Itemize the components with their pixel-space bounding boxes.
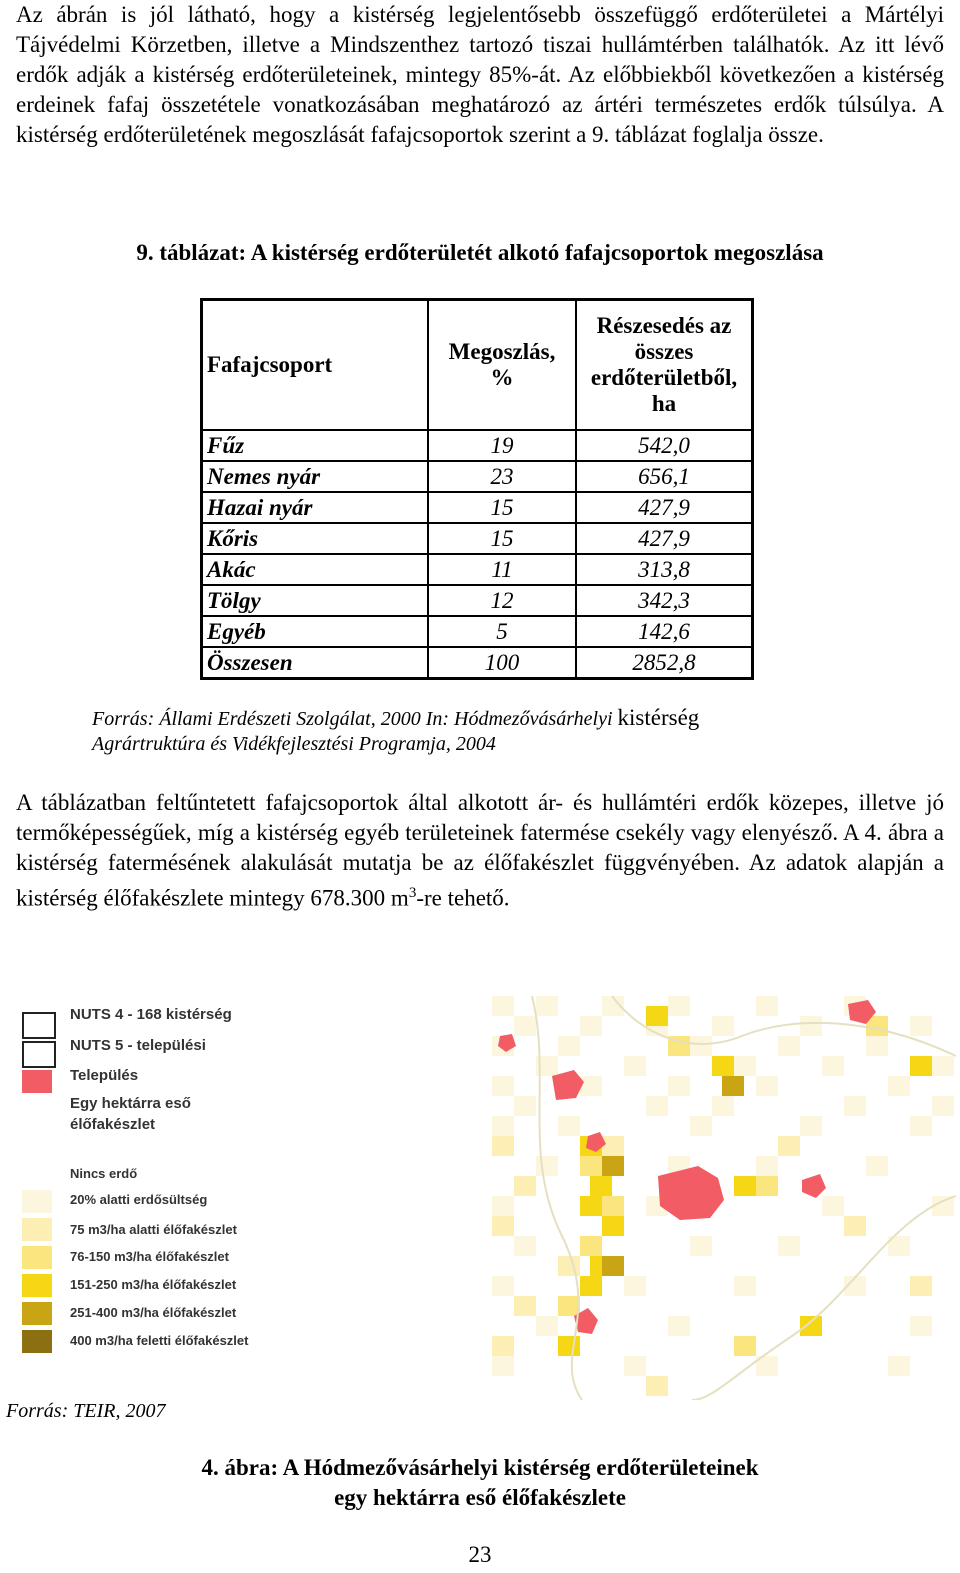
table-row (202, 585, 753, 616)
cell-hectares: 656,1 (576, 461, 753, 492)
header-percent-line1: Megoszlás, (448, 339, 556, 364)
header-percent-line2: % (490, 365, 514, 390)
figure-caption-line2: egy hektárra eső élőfakészlete (334, 1485, 626, 1510)
legend-scale-label-1: 20% alatti erdősültség (70, 1192, 208, 1207)
legend-subtitle-line2: élőfakészlet (70, 1116, 156, 1133)
legend-scale-label-3: 76-150 m3/ha élőfakészlet (70, 1249, 229, 1264)
cell-group: Fűz (202, 430, 429, 461)
cell-hectares: 313,8 (576, 554, 753, 585)
superscript-3: 3 (408, 885, 417, 901)
legend-scale-label-4: 151-250 m3/ha élőfakészlet (70, 1277, 237, 1292)
cell-group: Kőris (202, 523, 429, 554)
forest-stock-map (492, 996, 956, 1400)
cell-hectares: 342,3 (576, 585, 753, 616)
cell-percent: 11 (428, 554, 576, 585)
cell-hectares: 427,9 (576, 523, 753, 554)
legend-swatch-scale-4 (22, 1274, 52, 1297)
cell-hectares: 542,0 (576, 430, 753, 461)
second-paragraph-end: -re tehető. (416, 885, 510, 911)
legend-swatch-nuts5 (22, 1041, 56, 1068)
header-hectares-line1: Részesedés az (596, 313, 732, 338)
legend-scale-label-6: 400 m3/ha feletti élőfakészlet (70, 1333, 249, 1348)
cell-percent: 19 (428, 430, 576, 461)
cell-hectares: 427,9 (576, 492, 753, 523)
header-group: Fafajcsoport (202, 300, 429, 431)
legend-subtitle-line1: Egy hektárra eső (70, 1095, 191, 1112)
legend-swatch-scale-6 (22, 1330, 52, 1353)
legend-swatch-settlement (22, 1070, 52, 1093)
cell-percent: 23 (428, 461, 576, 492)
header-hectares-line3: erdőterületből, (590, 365, 738, 390)
legend-scale-label-0: Nincs erdő (70, 1166, 138, 1181)
cell-group: Hazai nyár (202, 492, 429, 523)
legend-label-settlement: Település (70, 1067, 139, 1084)
page-number: 23 (468, 1542, 492, 1567)
second-paragraph (16, 788, 944, 914)
table-row (202, 523, 753, 554)
table-header-row (202, 300, 753, 431)
cell-group: Tölgy (202, 585, 429, 616)
table-row (202, 430, 753, 461)
table-row (202, 616, 753, 647)
legend-swatch-scale-3 (22, 1246, 52, 1269)
legend-swatch-scale-2 (22, 1218, 52, 1241)
table-source-plain: kistérség (617, 705, 700, 730)
legend-swatch-scale-1 (22, 1190, 52, 1213)
header-percent (428, 300, 576, 431)
legend-label-nuts5: NUTS 5 - települési (70, 1037, 206, 1054)
cell-group: Akác (202, 554, 429, 585)
second-paragraph-text: A táblázatban feltűntetett fafajcsoportok által alkotott ár- és hullámtéri erdők közepes, illetve jó termőképességűek, míg a kistérség egyéb területeinek fatermése csekély vagy elenyésző. A 4. ábra a kistérség fatermésének alakulását mutatja be az élőfakészlet függvényében. Az adatok alapján a kistérség élőfakészlete mintegy 678.300 m (16, 790, 944, 911)
table-row-total (202, 647, 753, 679)
cell-percent: 100 (428, 647, 576, 679)
table-source-italic: Forrás: Állami Erdészeti Szolgálat, 2000 In: Hódmezővásárhelyi (92, 708, 613, 730)
cell-group: Egyéb (202, 616, 429, 647)
species-table (200, 298, 754, 680)
legend-scale-label-5: 251-400 m3/ha élőfakészlet (70, 1305, 237, 1320)
map-source: Forrás: TEIR, 2007 (6, 1400, 166, 1422)
table-caption: 9. táblázat: A kistérség erdőterületét alkotó fafajcsoportok megoszlása (136, 240, 824, 265)
cell-percent: 15 (428, 492, 576, 523)
table-source-line2: Agrártruktúra és Vidékfejlesztési Programja, 2004 (92, 733, 496, 755)
legend-scale-label-2: 75 m3/ha alatti élőfakészlet (70, 1222, 237, 1237)
legend-label-nuts4: NUTS 4 - 168 kistérség (70, 1006, 232, 1023)
cell-percent: 5 (428, 616, 576, 647)
cell-group: Nemes nyár (202, 461, 429, 492)
legend-swatch-scale-5 (22, 1302, 52, 1325)
table-row (202, 554, 753, 585)
header-hectares-line2: összes (634, 339, 694, 364)
cell-hectares: 142,6 (576, 616, 753, 647)
header-hectares (576, 300, 753, 431)
table-source-line1 (92, 704, 699, 733)
legend-swatch-nuts4 (22, 1012, 56, 1039)
cell-percent: 15 (428, 523, 576, 554)
cell-group: Összesen (202, 647, 429, 679)
table-row (202, 461, 753, 492)
header-hectares-line4: ha (651, 391, 677, 416)
map-legend (18, 1000, 278, 1370)
intro-paragraph: Az ábrán is jól látható, hogy a kistérség legjelentősebb összefüggő erdőterületei a Mártélyi Tájvédelmi Körzetben, illetve a Mindszenthez tartozó tiszai hullámtérben találhatók. Az itt lévő erdők adják a kistérség erdőterületeinek, mintegy 85%-át. Az előbbiekből következően a kistérség erdeinek fafaj összetétele vonatkozásában meghatározó az ártéri természetes erdők túlsúlya. A kistérség erdőterületének megoszlását fafajcsoportok szerint a 9. táblázat foglalja össze. (16, 2, 944, 147)
table-row (202, 492, 753, 523)
figure-caption-line1: 4. ábra: A Hódmezővásárhelyi kistérség erdőterületeinek (201, 1455, 759, 1480)
cell-percent: 12 (428, 585, 576, 616)
cell-hectares: 2852,8 (576, 647, 753, 679)
